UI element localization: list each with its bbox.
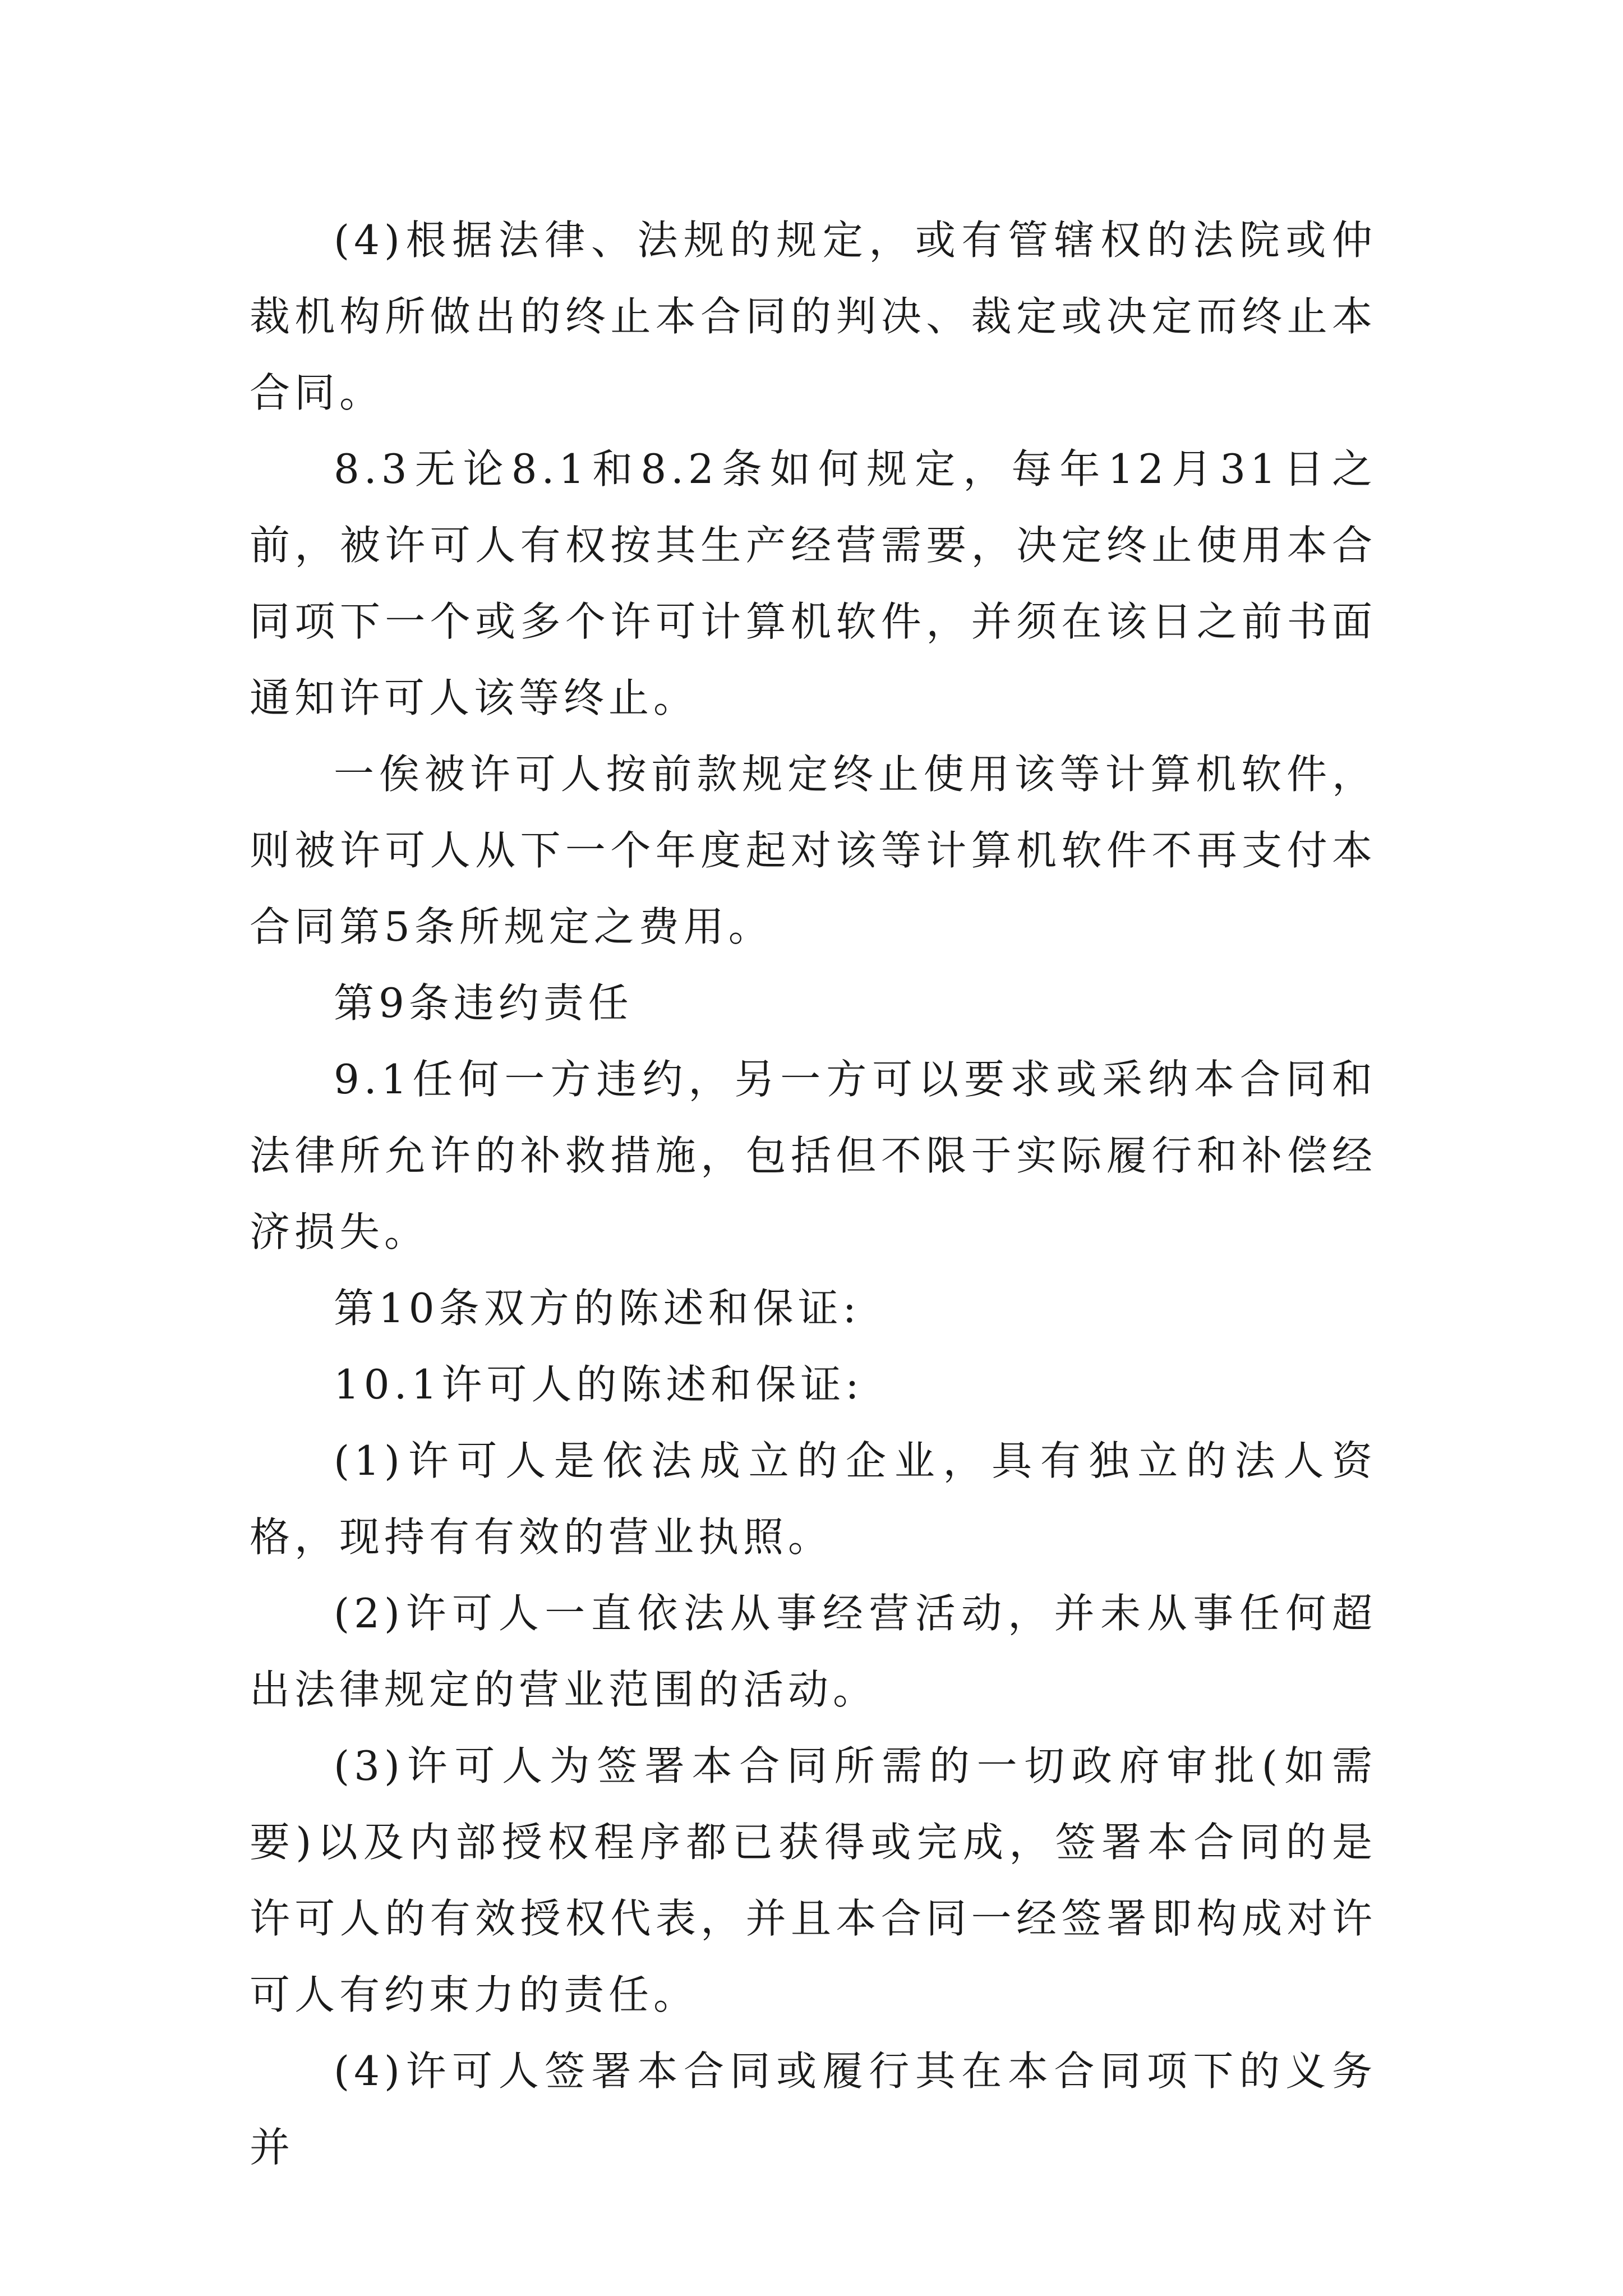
heading-article-9: 第9条违约责任	[334, 979, 633, 1027]
paragraph-termination-4: (4)根据法律、法规的规定，或有管辖权的法院或仲裁机构所做出的终止本合同的判决、裁定或决定而终止本合同。	[250, 217, 1377, 416]
paragraph-clause-8-3: 8.3无论8.1和8.2条如何规定，每年12月31日之前，被许可人有权按其生产经营需要，决定终止使用本合同项下一个或多个许可计算机软件，并须在该日之前书面通知许可人该等终止。	[250, 445, 1377, 721]
paragraph-warranty-1: (1)许可人是依法成立的企业，具有独立的法人资格，现持有有效的营业执照。	[250, 1437, 1377, 1561]
paragraph-warranty-3: (3)许可人为签署本合同所需的一切政府审批(如需要)以及内部授权程序都已获得或完成，签署本合同的是许可人的有效授权代表，并且本合同一经签署即构成对许可人有约束力的责任。	[250, 1742, 1377, 2018]
paragraph-clause-9-1: 9.1任何一方违约，另一方可以要求或采纳本合同和法律所允许的补救措施，包括但不限于实际履行和补偿经济损失。	[250, 1056, 1377, 1255]
document-body	[250, 202, 1377, 2185]
paragraph-warranty-4: (4)许可人签署本合同或履行其在本合同项下的义务并	[250, 2047, 1377, 2171]
paragraph-termination-effect: 一俟被许可人按前款规定终止使用该等计算机软件，则被许可人从下一个年度起对该等计算机软件不再支付本合同第5条所规定之费用。	[250, 751, 1377, 950]
paragraph-warranty-2: (2)许可人一直依法从事经营活动，并未从事任何超出法律规定的营业范围的活动。	[250, 1590, 1377, 1713]
heading-clause-10-1: 10.1许可人的陈述和保证:	[334, 1361, 864, 1408]
heading-article-10: 第10条双方的陈述和保证:	[334, 1285, 861, 1332]
